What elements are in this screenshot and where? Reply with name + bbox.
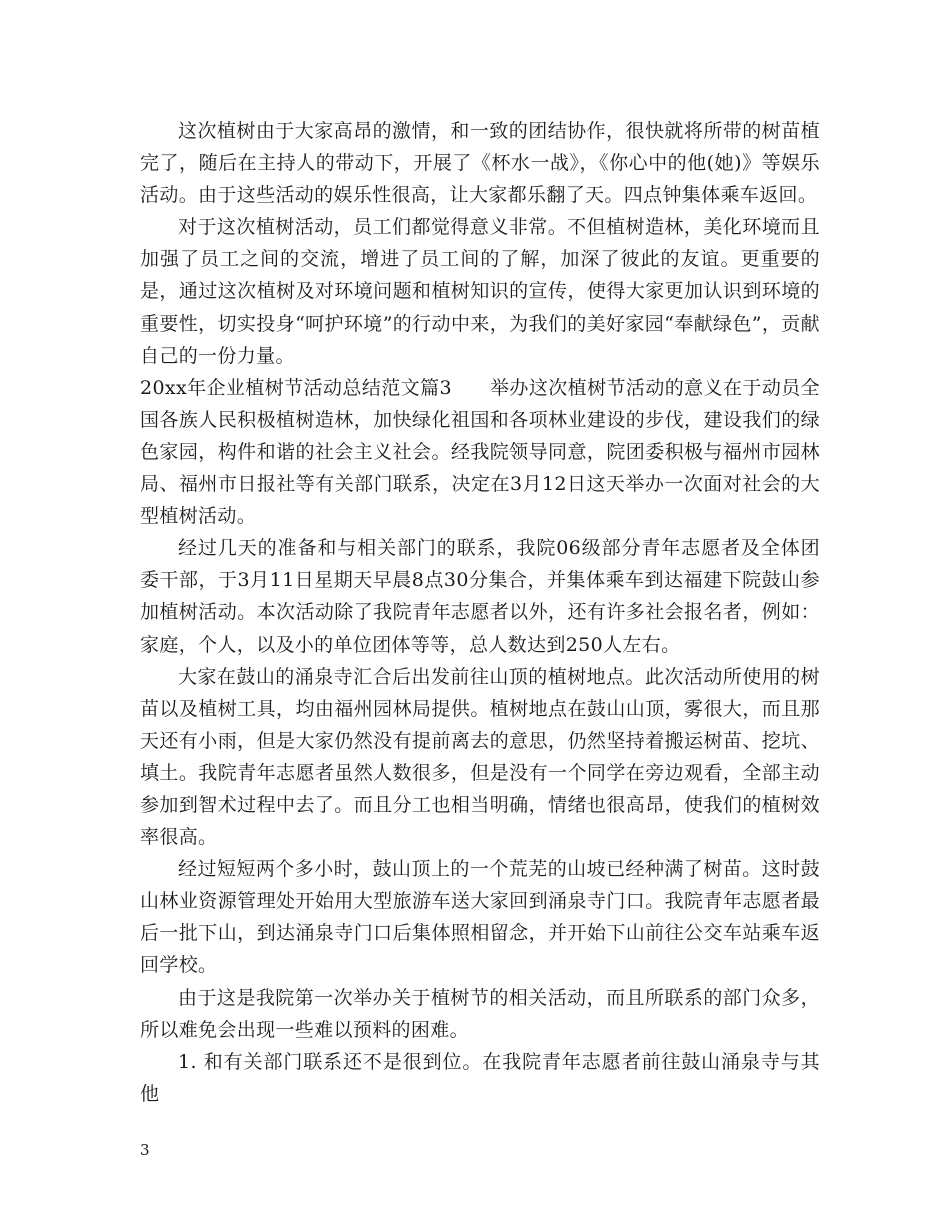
- paragraph-planting-activities: 这次植树由于大家高昂的激情，和一致的团结协作，很快就将所带的树苗植完了，随后在主持人的带动下，开展了《杯水一战》，《你心中的他(她)》等娱乐活动。由于这些活动的娱乐性很高，让大家都乐翻了天。四点钟集体乘车返回。: [140, 120, 820, 207]
- paragraph-gathering: 大家在鼓山的涌泉寺汇合后出发前往山顶的植树地点。此次活动所使用的树苗以及植树工具，均由福州园林局提供。植树地点在鼓山山顶，雾很大，而且那天还有小雨，但是大家仍然没有提前离去的意思，仍然坚持着搬运树苗、挖坑、填土。我院青年志愿者虽然人数很多，但是没有一个同学在旁边观看，全部主动参加到智术过程中去了。而且分工也相当明确，情绪也很高昂，使我们的植树效率很高。: [140, 665, 820, 849]
- section-heading: 20xx年企业植树节活动总结范文篇3: [140, 376, 452, 399]
- paragraph-list-item-1: 1. 和有关部门联系还不是很到位。在我院青年志愿者前往鼓山涌泉寺与其他: [140, 1050, 820, 1105]
- paragraph-completion: 经过短短两个多小时，鼓山顶上的一个荒芜的山坡已经种满了树苗。这时鼓山林业资源管理处开始用大型旅游车送大家回到涌泉寺门口。我院青年志愿者最后一批下山，到达涌泉寺门口后集体照相留念，并开始下山前往公交车站乘车返回学校。: [140, 858, 820, 977]
- document-body: [140, 115, 820, 1110]
- section-paragraph-3: [140, 372, 820, 532]
- page-number: 3: [140, 1141, 150, 1159]
- paragraph-difficulties: 由于这是我院第一次举办关于植树节的相关活动，而且所联系的部门众多，所以难免会出现一些难以预料的困难。: [140, 986, 820, 1041]
- section-first-paragraph: 举办这次植树节活动的意义在于动员全国各族人民积极植树造林，加快绿化祖国和各项林业建设的步伐，建设我们的绿色家园，构件和谐的社会主义社会。经我院领导同意，院团委积极与福州市园林局、福州市日报社等有关部门联系，决定在3月12日这天举办一次面对社会的大型植树活动。: [140, 376, 820, 528]
- paragraph-activity-significance: 对于这次植树活动，员工们都觉得意义非常。不但植树造林，美化环境而且加强了员工之间的交流，增进了员工间的了解，加深了彼此的友谊。更重要的是，通过这次植树及对环境问题和植树知识的宣传，使得大家更加认识到环境的重要性，切实投身“呵护环境”的行动中来，为我们的美好家园“奉献绿色”，贡献自己的一份力量。: [140, 216, 820, 367]
- paragraph-preparation: 经过几天的准备和与相关部门的联系，我院06级部分青年志愿者及全体团委干部，于3月11日星期天早晨8点30分集合，并集体乘车到达福建下院鼓山参加植树活动。本次活动除了我院青年志愿者以外，还有许多社会报名者，例如：家庭，个人，以及小的单位团体等等，总人数达到250人左右。: [140, 537, 820, 656]
